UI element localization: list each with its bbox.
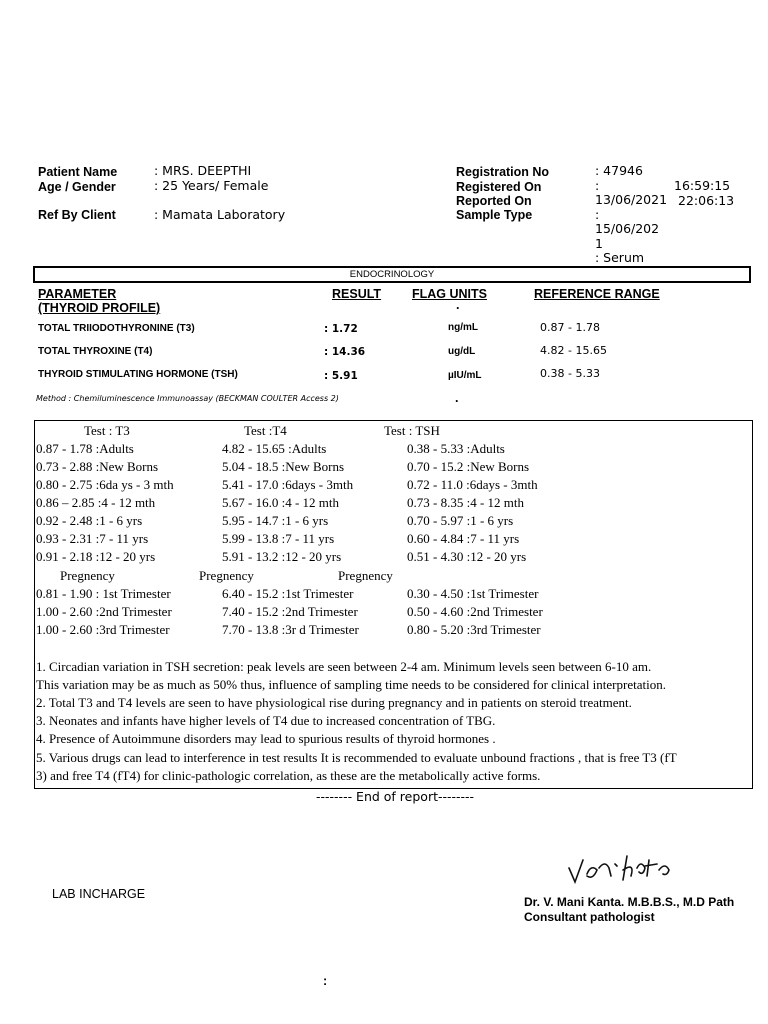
ref-cell: 5.99 - 13.8 :7 - 11 yrs (222, 531, 335, 546)
sample-type-colon: : (595, 207, 600, 222)
result-range-t3: 0.87 - 1.78 (540, 321, 600, 334)
ref-cell: 0.80 - 2.75 :6da ys - 3 mth (36, 477, 174, 492)
ref-cell: 5.41 - 17.0 :6days - 3mth (222, 477, 354, 492)
ref-cell: 0.73 - 2.88 :New Borns (36, 459, 159, 474)
registration-no-value: : 47946 (595, 163, 643, 178)
result-header: RESULT (332, 287, 382, 301)
result-value-t4: : 14.36 (324, 346, 366, 358)
reference-range-header: REFERENCE RANGE (534, 287, 660, 301)
flag-units-header: FLAG UNITS (412, 287, 487, 301)
registered-on-date-part2: 1 (595, 236, 603, 251)
ref-cell: 5.91 - 13.2 :12 - 20 yrs (222, 549, 342, 564)
ref-cell: 0.72 - 11.0 :6days - 3mth (407, 477, 538, 492)
note-line: 2. Total T3 and T4 levels are seen to have physiological rise during pregnancy and in patients on steroid treatment. (36, 695, 632, 710)
pregnancy-header-t3: Pregnency (60, 568, 115, 583)
patient-name-label: Patient Name (38, 165, 118, 179)
ref-by-label: Ref By Client (38, 208, 116, 222)
doctor-signature (565, 846, 685, 890)
pregnancy-header-tsh: Pregnency (338, 568, 393, 583)
ref-cell: 5.95 - 14.7 :1 - 6 yrs (222, 513, 329, 528)
result-name-tsh: THYROID STIMULATING HORMONE (TSH) (38, 369, 238, 380)
ref-cell: 0.87 - 1.78 :Adults (36, 441, 134, 456)
registration-no-label: Registration No (456, 165, 550, 179)
section-header-box (33, 266, 751, 283)
age-gender-value: : 25 Years/ Female (154, 178, 269, 193)
result-value-t3: : 1.72 (324, 323, 358, 335)
doctor-title: Consultant pathologist (524, 910, 655, 924)
registered-on-date-part1: 15/06/202 (595, 221, 660, 236)
note-line: 4. Presence of Autoimmune disorders may lead to spurious results of thyroid hormones . (36, 731, 496, 746)
ref-cell: 0.51 - 4.30 :12 - 20 yrs (407, 549, 527, 564)
ref-cell: 1.00 - 2.60 :2nd Trimester (36, 604, 172, 619)
ref-cell: 0.50 - 4.60 :2nd Trimester (407, 604, 543, 619)
note-line: 1. Circadian variation in TSH secretion: peak levels are seen between 2-4 am. Minimum levels seen between 6-10 am. (36, 659, 652, 674)
result-value-tsh: : 5.91 (324, 370, 358, 382)
pregnancy-header-t4: Pregnency (199, 568, 254, 583)
method-note: Method : Chemiluminescence Immunoassay (BECKMAN COULTER Access 2) (36, 394, 339, 403)
note-line: 3. Neonates and infants have higher levels of T4 due to increased concentration of TBG. (36, 713, 496, 728)
ref-by-value: : Mamata Laboratory (154, 207, 286, 222)
method-dot: . (455, 391, 459, 405)
doctor-name: Dr. V. Mani Kanta. M.B.B.S., M.D Path (524, 895, 735, 909)
end-of-report: -------- End of report-------- (316, 789, 475, 804)
result-unit-t3: ng/mL (448, 322, 478, 333)
ref-cell: 5.04 - 18.5 :New Borns (222, 459, 345, 474)
patient-name-value: : MRS. DEEPTHI (154, 163, 252, 178)
note-line: This variation may be as much as 50% thus, influence of sampling time needs to be considered for clinical interpretation. (36, 677, 666, 692)
ref-header-t3: Test : T3 (84, 423, 130, 438)
result-range-tsh: 0.38 - 5.33 (540, 367, 600, 380)
ref-cell: 0.70 - 5.97 :1 - 6 yrs (407, 513, 514, 528)
result-unit-t4: ug/dL (448, 346, 476, 357)
result-name-t4: TOTAL THYROXINE (T4) (38, 346, 153, 357)
registered-on-label: Registered On (456, 180, 542, 194)
ref-cell: 7.40 - 15.2 :2nd Trimester (222, 604, 358, 619)
reported-on-label: Reported On (456, 194, 532, 208)
footer-colon: : (323, 974, 328, 988)
sample-type-label: Sample Type (456, 208, 533, 222)
ref-header-tsh: Test : TSH (384, 423, 440, 438)
section-title: ENDOCRINOLOGY (349, 269, 435, 280)
result-name-t3: TOTAL TRIIODOTHYRONINE (T3) (38, 323, 195, 334)
ref-cell: 1.00 - 2.60 :3rd Trimester (36, 622, 170, 637)
ref-cell: 5.67 - 16.0 :4 - 12 mth (222, 495, 339, 510)
ref-cell: 0.92 - 2.48 :1 - 6 yrs (36, 513, 143, 528)
ref-cell: 0.80 - 5.20 :3rd Trimester (407, 622, 541, 637)
thyroid-profile-header: (THYROID PROFILE) (38, 301, 161, 315)
ref-cell: 0.91 - 2.18 :12 - 20 yrs (36, 549, 156, 564)
lab-incharge-label: LAB INCHARGE (52, 887, 146, 901)
note-line: 5. Various drugs can lead to interference in test results It is recommended to evaluate unbound fractions , that is free T3 (fT (36, 750, 677, 765)
reported-on-time: 22:06:13 (678, 193, 735, 208)
parameter-header: PARAMETER (38, 287, 117, 301)
ref-cell: 6.40 - 15.2 :1st Trimester (222, 586, 354, 601)
ref-cell: 0.86 – 2.85 :4 - 12 mth (36, 495, 156, 510)
ref-cell: 0.30 - 4.50 :1st Trimester (407, 586, 539, 601)
result-range-t4: 4.82 - 15.65 (540, 344, 607, 357)
ref-header-t4: Test :T4 (244, 423, 287, 438)
ref-cell: 4.82 - 15.65 :Adults (222, 441, 327, 456)
ref-cell: 0.93 - 2.31 :7 - 11 yrs (36, 531, 149, 546)
registered-on-colon: : (595, 178, 600, 193)
ref-cell: 0.81 - 1.90 : 1st Trimester (36, 586, 171, 601)
result-unit-tsh: µIU/mL (448, 370, 482, 381)
ref-cell: 0.60 - 4.84 :7 - 11 yrs (407, 531, 520, 546)
ref-cell: 0.73 - 8.35 :4 - 12 mth (407, 495, 524, 510)
reported-on-date: 13/06/2021 (595, 192, 668, 207)
note-line: 3) and free T4 (fT4) for clinic-pathologic correlation, as these are the metabolically active forms. (36, 768, 541, 783)
registered-on-time: 16:59:15 (674, 178, 731, 193)
ref-cell: 0.38 - 5.33 :Adults (407, 441, 505, 456)
sample-type-value: : Serum (595, 250, 645, 265)
header-dot: . (456, 298, 460, 312)
age-gender-label: Age / Gender (38, 180, 116, 194)
ref-cell: 7.70 - 13.8 :3r d Trimester (222, 622, 359, 637)
ref-cell: 0.70 - 15.2 :New Borns (407, 459, 530, 474)
